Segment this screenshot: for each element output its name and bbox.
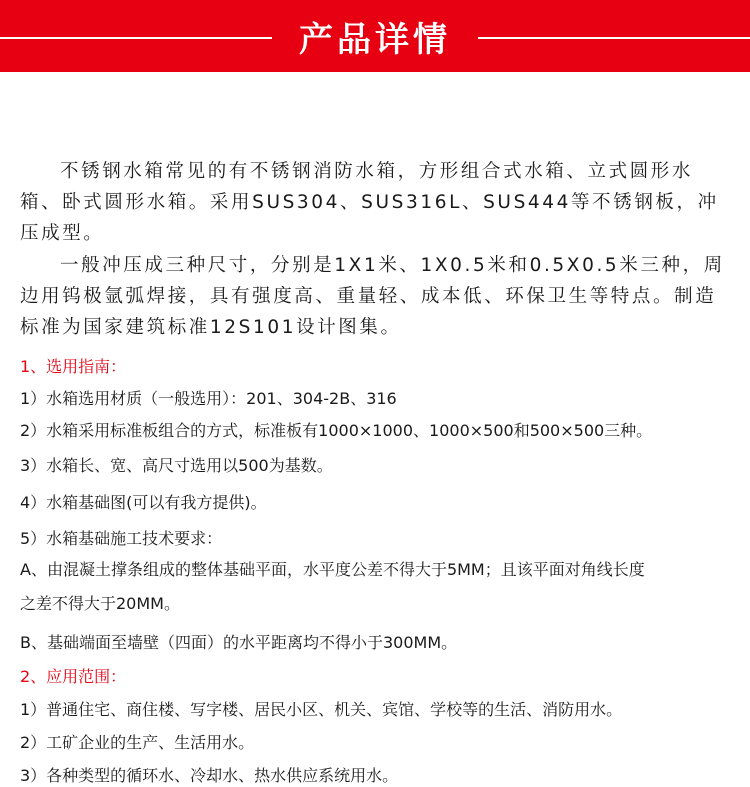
header-divider-right (478, 37, 750, 39)
requirement-a-line-2: 之差不得大于20MM。 (20, 594, 180, 613)
selection-item-5: 5）水箱基础施工技术要求： (20, 529, 223, 548)
selection-guide-heading: 1、选用指南： (20, 357, 127, 376)
selection-item-2: 2）水箱采用标准板组合的方式，标准板有1000×1000、1000×500和500×500三种。 (20, 421, 653, 440)
requirement-a-line-1: A、由混凝土撑条组成的整体基础平面，水平度公差不得大于5MM；且该平面对角线长度 (20, 560, 645, 579)
intro-paragraph-2: 一般冲压成三种尺寸，分别是1X1米、1X0.5米和0.5X0.5米三种，周边用钨极氩弧焊接，具有强度高、重量轻、成本低、环保卫生等特点。制造标准为国家建筑标准12S101设计图集。 (20, 255, 725, 338)
selection-item-1: 1）水箱选用材质（一般选用）：201、304-2B、316 (20, 389, 397, 408)
application-item-2: 2）工矿企业的生产、生活用水。 (20, 733, 255, 752)
application-scope-heading: 2、应用范围： (20, 667, 127, 686)
requirement-b: B、基础端面至墙壁（四面）的水平距离均不得小于300MM。 (20, 633, 458, 652)
application-item-1: 1）普通住宅、商住楼、写字楼、居民小区、机关、宾馆、学校等的生活、消防用水。 (20, 700, 623, 719)
selection-item-3: 3）水箱长、宽、高尺寸选用以500为基数。 (20, 456, 333, 475)
page-header (0, 0, 750, 72)
page-title: 产品详情 (299, 20, 451, 60)
intro-paragraph-1: 不锈钢水箱常见的有不锈钢消防水箱，方形组合式水箱、立式圆形水箱、卧式圆形水箱。采用SUS304、SUS316L、SUS444等不锈钢板，冲压成型。 (20, 161, 719, 244)
selection-item-4: 4）水箱基础图(可以有我方提供)。 (20, 493, 267, 512)
application-item-3: 3）各种类型的循环水、冷却水、热水供应系统用水。 (20, 766, 399, 785)
